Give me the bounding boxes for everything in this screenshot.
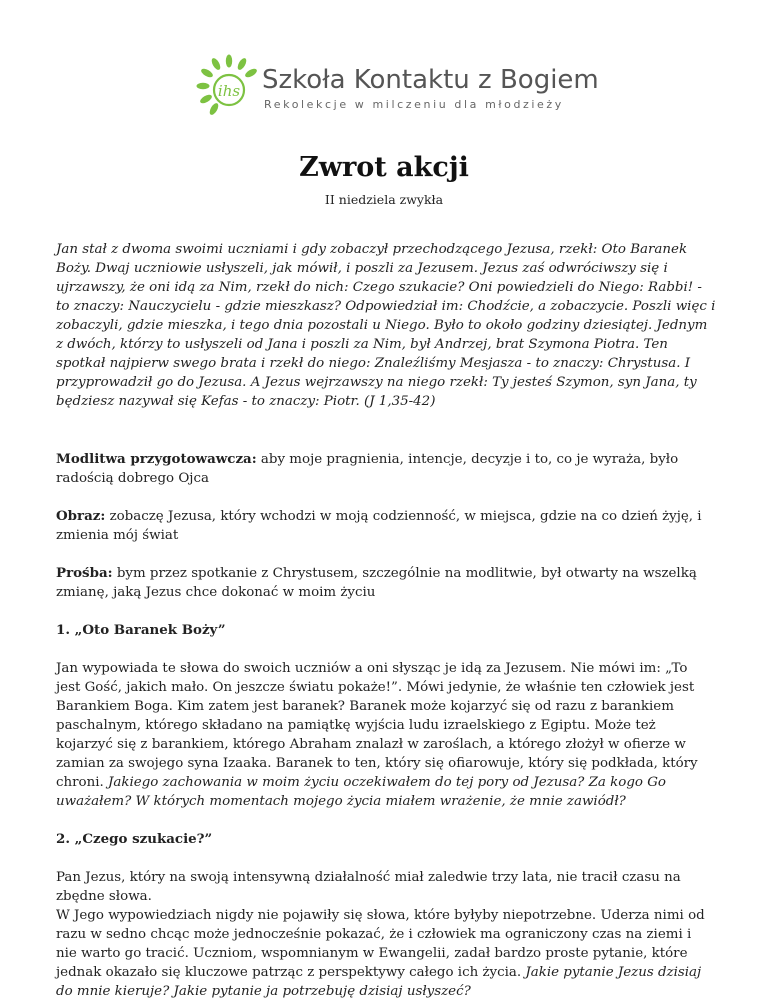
prayer-text: aby moje pragnienia, intencje, decyzje i to, co je wyraża, było radością dobrego Ojca — [56, 452, 679, 486]
logo-icon — [196, 54, 262, 120]
logo-title: Szkoła Kontaktu z Bogiem — [262, 65, 599, 95]
image-label: Obraz: — [56, 508, 106, 524]
request-label: Prośba: — [56, 565, 113, 581]
section-2-paragraph-2 — [56, 906, 716, 1001]
gospel-passage: Jan stał z dwoma swoimi uczniami i gdy zobaczył przechodzącego Jezusa, rzekł: Oto Baranek Boży. Dwaj uczniowie usłyszeli, jak mówił, i poszli za Jezusem. Jezus zaś odwróciwszy się i ujrzawszy, że oni idą za Nim, rzekł do nich: Czego szukacie? Oni powiedzieli do Niego: Rabbi! - to znaczy: Nauczycielu - gdzie mieszkasz? Odpowiedział im: Chodźcie, a zobaczycie. Poszli więc i zobaczyli, gdzie mieszka, i tego dnia pozostali u Niego. Było to około godziny dziesiątej. Jednym z dwóch, którzy to usłyszeli od Jana i poszli za Nim, był Andrzej, brat Szymona Piotra. Ten spotkał najpierw swego brata i rzekł do niego: Znaleźliśmy Mesjasza - to znaczy: Chrystusa. I przyprowadził go do Jezusa. A Jezus wejrzawszy na niego rzekł: Ty jesteś Szymon, syn Jana, ty będziesz nazywał się Kefas - to znaczy: Piotr. (J 1,35-42) — [56, 242, 716, 409]
prayer-label: Modlitwa przygotowawcza: — [56, 451, 257, 467]
request-text: bym przez spotkanie z Chrystusem, szczególnie na modlitwie, był otwarty na wszelką zmianę, jaką Jezus chce dokonać w moim życiu — [56, 566, 697, 600]
section-2-heading: 2. „Czego szukacie?” — [56, 831, 213, 847]
logo-subtitle: Rekolekcje w milczeniu dla młodzieży — [264, 98, 564, 111]
page-subtitle: II niedziela zwykła — [324, 192, 444, 207]
section-1-paragraph — [56, 659, 716, 811]
prayer-paragraph — [56, 450, 716, 488]
section-2-question: Jakie pytanie Jezus dzisiaj do mnie kieruje? Jakie pytanie ja potrzebuję dzisiaj usłyszeć? — [56, 965, 702, 999]
section-1-question: Jakiego zachowania w moim życiu oczekiwałem do tej pory od Jezusa? Za kogo Go uważałem? W których momentach mojego życia miałem wrażenie, że mnie zawiódł? — [56, 775, 666, 809]
logo — [190, 52, 599, 122]
svg-text:ihs: ihs — [217, 82, 241, 100]
request-paragraph — [56, 564, 716, 602]
section-1-heading: 1. „Oto Baranek Boży” — [56, 622, 226, 638]
section-2-text: W Jego wypowiedziach nigdy nie pojawiły się słowa, które byłyby niepotrzebne. Uderza nimi od razu w sedno chcąc może jednocześnie pokazać, że i człowiek ma ograniczony czas na ziemi i nie warto go tracić. Uczniom, wspomnianym w Ewangelii, zadał bardzo proste pytanie, które jednak okazało się kluczowe patrząc z perspektywy całego ich życia. — [56, 908, 705, 980]
page-title: Zwrot akcji — [299, 152, 469, 183]
image-paragraph — [56, 507, 716, 545]
document-body — [56, 240, 716, 1001]
section-2-paragraph-1: Pan Jezus, który na swoją intensywną działalność miał zaledwie trzy lata, nie tracił czasu na zbędne słowa. — [56, 870, 681, 904]
image-text: zobaczę Jezusa, który wchodzi w moją codzienność, w miejsca, gdzie na co dzień żyję, i zmienia mój świat — [56, 509, 702, 543]
section-1-text: Jan wypowiada te słowa do swoich uczniów a oni słysząc je idą za Jezusem. Nie mówi im: „To jest Gość, jakich mało. On jeszcze światu pokaże!”. Mówi jedynie, że właśnie ten człowiek jest Barankiem Boga. Kim zatem jest baranek? Baranek może kojarzyć się od razu z barankiem paschalnym, którego składano na pamiątkę wyjścia ludu izraelskiego z Egiptu. Może też kojarzyć się z barankiem, którego Abraham znalazł w zaroślach, a którego złożył w ofierze w zamian za swojego syna Izaaka. Baranek to ten, który się ofiarowuje, który się podkłada, który chroni. — [56, 661, 698, 790]
